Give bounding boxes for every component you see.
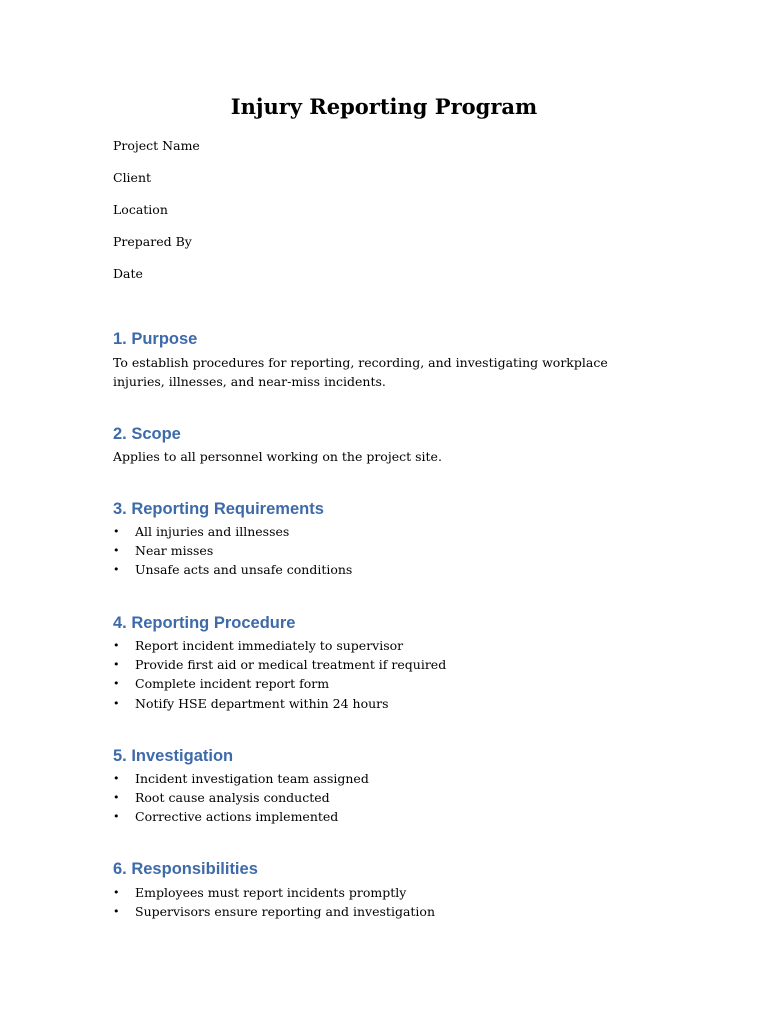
meta-date: Date xyxy=(113,266,143,281)
list-item xyxy=(113,788,369,807)
bullet-icon: • xyxy=(113,639,120,652)
bullet-list-responsibilities xyxy=(113,883,435,921)
list-item xyxy=(113,694,446,713)
bullet-icon: • xyxy=(113,544,120,558)
bullet-icon: • xyxy=(113,886,120,899)
list-item-text: Employees must report incidents promptly xyxy=(135,885,407,900)
list-item xyxy=(113,541,352,560)
list-item xyxy=(113,522,352,541)
bullet-icon: • xyxy=(113,696,120,710)
bullet-icon: • xyxy=(113,677,120,691)
section-heading-scope: 2. Scope xyxy=(113,425,181,443)
list-item-text: Root cause analysis conducted xyxy=(135,790,330,806)
list-item-text: Corrective actions implemented xyxy=(135,809,339,825)
document-title: Injury Reporting Program xyxy=(230,94,538,119)
list-item-text: Provide first aid or medical treatment if required xyxy=(135,657,447,673)
bullet-icon: • xyxy=(113,810,120,824)
list-item xyxy=(113,674,446,693)
list-item xyxy=(113,655,446,674)
list-item-text: Supervisors ensure reporting and investigation xyxy=(135,904,436,920)
list-item xyxy=(113,883,435,902)
section-heading-reporting-requirements: 3. Reporting Requirements xyxy=(113,500,324,518)
list-item-text: Incident investigation team assigned xyxy=(135,771,369,786)
list-item xyxy=(113,902,435,921)
list-item-text: Complete incident report form xyxy=(135,676,330,692)
meta-project-name: Project Name xyxy=(113,138,200,153)
section-heading-responsibilities: 6. Responsibilities xyxy=(113,860,258,878)
list-item xyxy=(113,560,352,579)
bullet-list-investigation xyxy=(113,769,369,827)
bullet-icon: • xyxy=(113,791,120,805)
bullet-list-reporting-procedure xyxy=(113,636,446,713)
list-item xyxy=(113,807,369,826)
section-paragraph-purpose: To establish procedures for reporting, recording, and investigating workplace injuries, illnesses, and near-miss incidents. xyxy=(113,355,608,389)
section-paragraph-scope: Applies to all personnel working on the project site. xyxy=(113,449,442,464)
list-item-text: Notify HSE department within 24 hours xyxy=(135,695,389,711)
section-heading-reporting-procedure: 4. Reporting Procedure xyxy=(113,614,296,632)
bullet-icon: • xyxy=(113,525,120,538)
list-item-text: Report incident immediately to supervisor xyxy=(135,638,404,653)
list-item-text: All injuries and illnesses xyxy=(135,524,290,539)
section-heading-purpose: 1. Purpose xyxy=(113,330,198,348)
list-item-text: Near misses xyxy=(135,543,214,559)
bullet-icon: • xyxy=(113,772,120,785)
meta-prepared-by: Prepared By xyxy=(113,234,192,249)
bullet-icon: • xyxy=(113,905,120,919)
meta-client: Client xyxy=(113,170,152,185)
list-item xyxy=(113,636,446,655)
list-item xyxy=(113,769,369,788)
meta-location: Location xyxy=(113,202,168,217)
bullet-icon: • xyxy=(113,563,120,577)
bullet-icon: • xyxy=(113,658,120,672)
section-heading-investigation: 5. Investigation xyxy=(113,747,234,765)
list-item-text: Unsafe acts and unsafe conditions xyxy=(135,562,353,578)
bullet-list-reporting-requirements xyxy=(113,522,352,580)
